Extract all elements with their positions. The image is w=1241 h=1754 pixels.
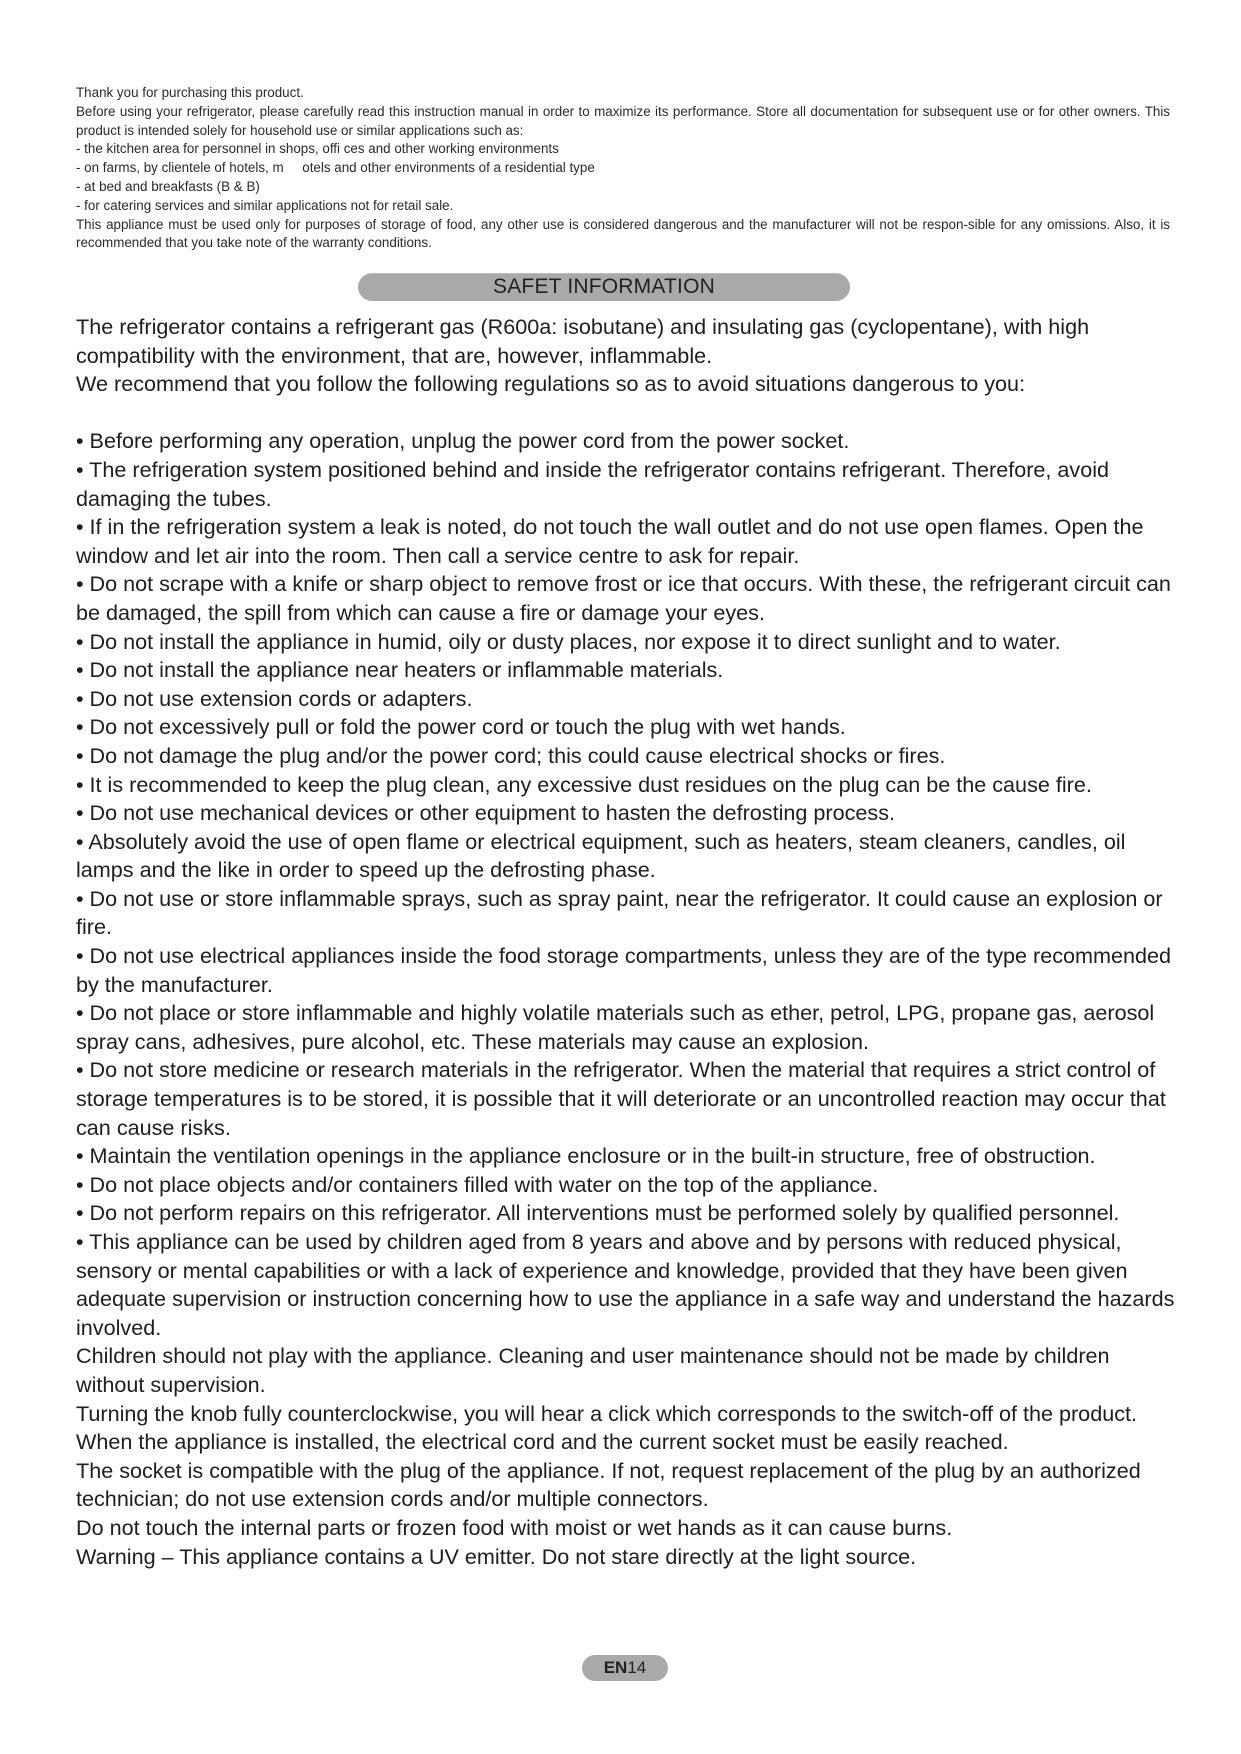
safety-bullet: • Absolutely avoid the use of open flame or electrical equipment, such as heaters, steam cleaners, candles, oil lamps and the like in order to speed up the defrosting phase. xyxy=(76,828,1126,883)
intro-usage-item: - at bed and breakfasts (B & B) xyxy=(76,178,260,194)
safety-bullet: • Do not install the appliance in humid, oily or dusty places, nor expose it to direct sunlight and to water. xyxy=(76,628,1061,654)
intro-usage-item: - on farms, by clientele of hotels, m otels and other environments of a residential type xyxy=(76,160,595,176)
intro-usage-item: - the kitchen area for personnel in shops, offi ces and other working environments xyxy=(76,141,559,157)
page-number: 14 xyxy=(627,1658,647,1677)
intro-before-using: Before using your refrigerator, please carefully read this instruction manual in order to maximize its performance. Store all documentation for subsequent use or for other owners. This product is intended solely for household use or similar applications such as: xyxy=(76,103,1170,138)
safety-bullet: • Do not place or store inflammable and highly volatile materials such as ether, petrol, LPG, propane gas, aerosol spray cans, adhesives, pure alcohol, etc. These materials may cause an explosion. xyxy=(76,1000,1155,1054)
page-number-badge xyxy=(582,1655,668,1681)
safety-bullet: • If in the refrigeration system a leak is noted, do not touch the wall outlet and do not use open flames. Open the window and let air into the room. Then call a service centre to ask for repair. xyxy=(76,514,1144,568)
spacer xyxy=(76,399,1176,428)
intro-thanks: Thank you for purchasing this product. xyxy=(76,85,304,100)
intro-block xyxy=(76,84,1170,253)
safety-bullet: • Do not excessively pull or fold the power cord or touch the plug with wet hands. xyxy=(76,714,846,740)
safety-bullet: • Do not damage the plug and/or the power cord; this could cause electrical shocks or fires. xyxy=(76,742,946,768)
section-title: SAFET INFORMATION xyxy=(358,273,850,301)
safety-socket-note: The socket is compatible with the plug of the appliance. If not, request replacement of the plug by an authorized technician; do not use extension cords and/or multiple connectors. xyxy=(76,1457,1141,1512)
safety-bullet: • Do not store medicine or research materials in the refrigerator. When the material that requires a strict control of storage temperatures is to be stored, it is possible that it will deteriorate or an uncontrolled reaction may occur that can cause risks. xyxy=(76,1057,1166,1140)
safety-bullet: • Before performing any operation, unplug the power cord from the power socket. xyxy=(76,428,850,454)
safety-information xyxy=(76,313,1176,1571)
safety-bullet: • This appliance can be used by children aged from 8 years and above and by persons with reduced physical, sensory or mental capabilities or with a lack of experience and knowledge, provided that they have been given adequate supervision or instruction concerning how to use the appliance in a safe way and understand the hazards involved. xyxy=(76,1229,1175,1340)
safety-bullet: • It is recommended to keep the plug clean, any excessive dust residues on the plug can be the cause fire. xyxy=(76,771,1092,797)
safety-bullet: • Do not use electrical appliances inside the food storage compartments, unless they are of the type recommended by the manufacturer. xyxy=(76,943,1172,997)
safety-intro: We recommend that you follow the following regulations so as to avoid situations dangerous to you: xyxy=(76,371,1026,397)
language-code: EN xyxy=(603,1658,628,1677)
safety-bullet: • Do not scrape with a knife or sharp object to remove frost or ice that occurs. With these, the refrigerant circuit can be damaged, the spill from which can cause a fire or damage your eyes. xyxy=(76,571,1171,625)
safety-bullet: • Do not place objects and/or containers filled with water on the top of the appliance. xyxy=(76,1171,879,1197)
safety-internal-parts-note: Do not touch the internal parts or frozen food with moist or wet hands as it can cause burns. xyxy=(76,1514,953,1540)
safety-bullet: • Do not perform repairs on this refrigerator. All interventions must be performed solely by qualified personnel. xyxy=(76,1200,1120,1226)
safety-bullet: • Do not use mechanical devices or other equipment to hasten the defrosting process. xyxy=(76,800,895,826)
safety-bullet: • Maintain the ventilation openings in the appliance enclosure or in the built-in structure, free of obstruction. xyxy=(76,1143,1096,1169)
safety-intro: The refrigerator contains a refrigerant gas (R600a: isobutane) and insulating gas (cyclopentane), with high compatibility with the environment, that are, however, inflammable. xyxy=(76,314,1090,368)
safety-bullet: • Do not install the appliance near heaters or inflammable materials. xyxy=(76,657,724,683)
safety-knob-note: Turning the knob fully counterclockwise, you will hear a click which corresponds to the switch-off of the product. xyxy=(76,1400,1138,1426)
safety-bullet: • Do not use extension cords or adapters. xyxy=(76,685,473,711)
safety-children-note: Children should not play with the appliance. Cleaning and user maintenance should not be made by children without supervision. xyxy=(76,1343,1110,1397)
safety-socket-note: When the appliance is installed, the electrical cord and the current socket must be easily reached. xyxy=(76,1429,1009,1455)
safety-bullet: • The refrigeration system positioned behind and inside the refrigerator contains refrigerant. Therefore, avoid damaging the tubes. xyxy=(76,456,1110,511)
safety-uv-warning: Warning – This appliance contains a UV emitter. Do not stare directly at the light source. xyxy=(76,1543,917,1569)
intro-usage-note: This appliance must be used only for purposes of storage of food, any other use is considered dangerous and the manufacturer will not be respon-sible for any omissions. Also, it is recommended that you take note of the warranty conditions. xyxy=(76,216,1170,251)
intro-usage-item: - for catering services and similar applications not for retail sale. xyxy=(76,197,454,213)
safety-bullet: • Do not use or store inflammable sprays, such as spray paint, near the refrigerator. It could cause an explosion or fire. xyxy=(76,885,1163,940)
